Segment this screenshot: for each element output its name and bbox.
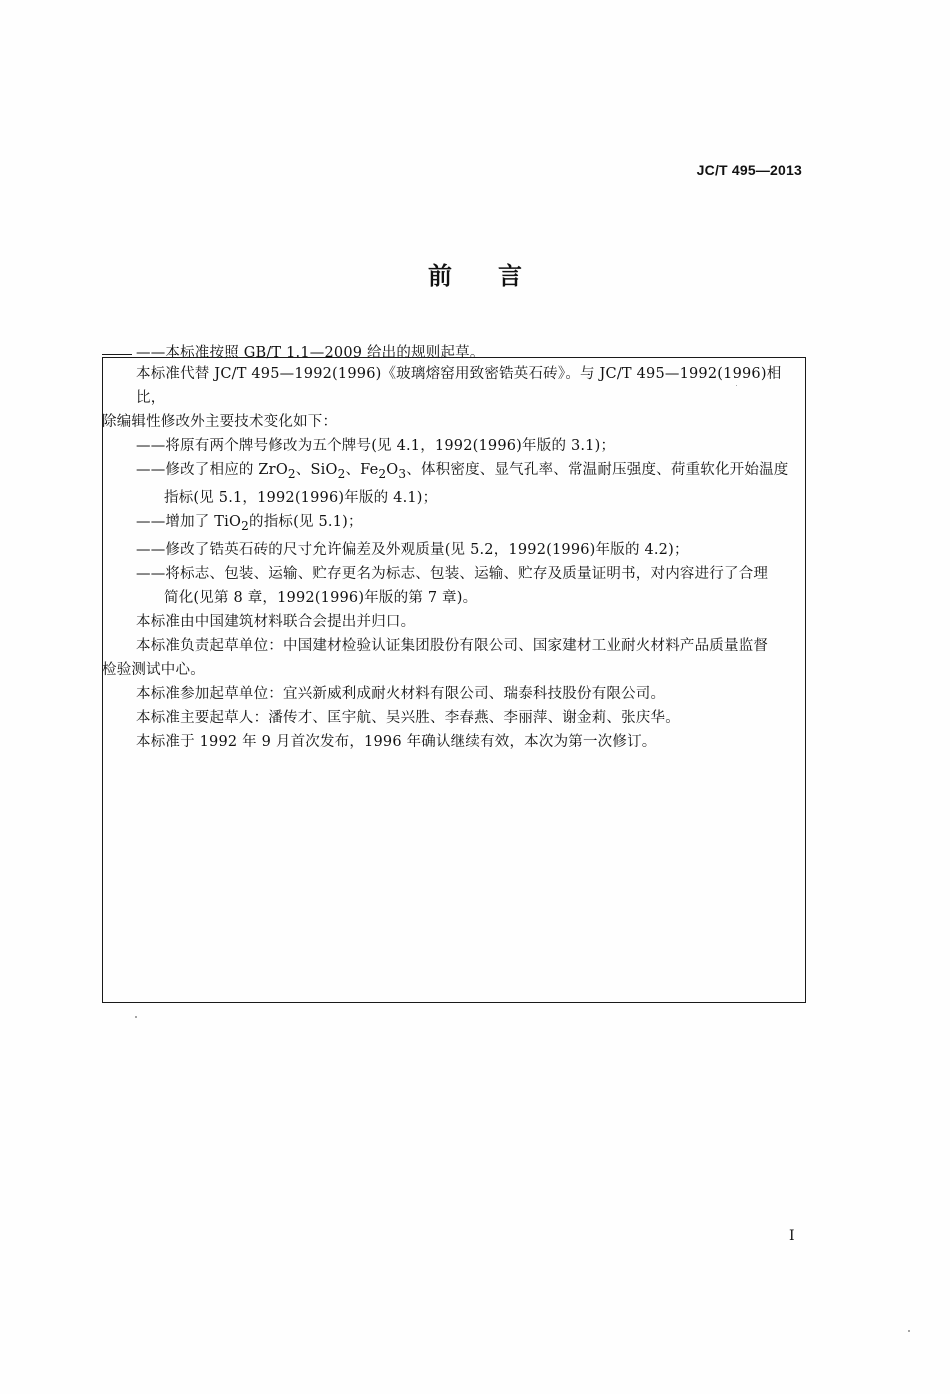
change-item-2-continuation: 指标(见 5.1，1992(1996)年版的 4.1)； xyxy=(164,489,438,506)
change-item-3-pre: ——增加了 TiO xyxy=(136,513,242,530)
box-top-stroke xyxy=(102,354,132,355)
change-item-2-o: O xyxy=(386,462,399,478)
drafting-rule-line: ——本标准按照 GB/T 1.1—2009 给出的规则起草。 xyxy=(136,345,485,361)
subscript: 2 xyxy=(337,466,346,481)
responsible-drafter-line1: 本标准负责起草单位：中国建材检验认证集团股份有限公司、国家建材工业耐火材料产品质量监督 xyxy=(136,637,769,654)
change-item-2-fe: 、Fe xyxy=(345,462,379,478)
scan-speck xyxy=(135,1016,137,1018)
scan-speck xyxy=(736,385,737,386)
scan-speck xyxy=(908,1330,910,1332)
change-item-3 xyxy=(102,510,806,538)
responsible-drafter-line2: 检验测试中心。 xyxy=(102,661,205,678)
standard-code: JC/T 495—2013 xyxy=(696,162,802,178)
change-item-5-continuation: 简化(见第 8 章，1992(1996)年版的第 7 章)。 xyxy=(164,589,478,606)
proposed-by-paragraph: 本标准由中国建筑材料联合会提出并归口。 xyxy=(136,613,416,630)
change-item-2-post: 、体积密度、显气孔率、常温耐压强度、荷重软化开始温度 xyxy=(406,462,789,478)
subscript: 2 xyxy=(241,518,249,533)
publication-history: 本标准于 1992 年 9 月首次发布，1996 年确认继续有效，本次为第一次修订。 xyxy=(136,733,657,750)
foreword-content xyxy=(102,362,806,754)
subscript: 2 xyxy=(378,466,387,481)
change-item-2-sio: 、SiO xyxy=(295,462,338,478)
page-title: 前言 xyxy=(428,261,568,290)
change-item-4: ——修改了锆英石砖的尺寸允许偏差及外观质量(见 5.2，1992(1996)年版的 4.2)； xyxy=(136,541,689,558)
subscript: 2 xyxy=(287,466,296,481)
change-item-5: ——将标志、包装、运输、贮存更名为标志、包装、运输、贮存及质量证明书，对内容进行了合理 xyxy=(136,565,769,582)
replace-paragraph-line2: 除编辑性修改外主要技术变化如下： xyxy=(102,414,338,430)
subscript: 3 xyxy=(398,466,407,481)
change-item-3-post: 的指标(见 5.1)； xyxy=(249,513,363,530)
change-item-2-pre: ——修改了相应的 ZrO xyxy=(136,462,288,478)
main-drafters: 本标准主要起草人：潘传才、匡宇航、吴兴胜、李春燕、李丽萍、谢金莉、张庆华。 xyxy=(136,709,680,726)
participating-drafters: 本标准参加起草单位：宜兴新威利成耐火材料有限公司、瑞泰科技股份有限公司。 xyxy=(136,685,666,702)
change-item-1: ——将原有两个牌号修改为五个牌号(见 4.1，1992(1996)年版的 3.1)； xyxy=(136,438,616,454)
page-number: I xyxy=(789,1228,795,1244)
change-item-2 xyxy=(102,458,806,486)
replace-paragraph-line1: 本标准代替 JC/T 495—1992(1996)《玻璃熔窑用致密锆英石砖》。与 JC/T 495—1992(1996)相比， xyxy=(136,366,782,406)
